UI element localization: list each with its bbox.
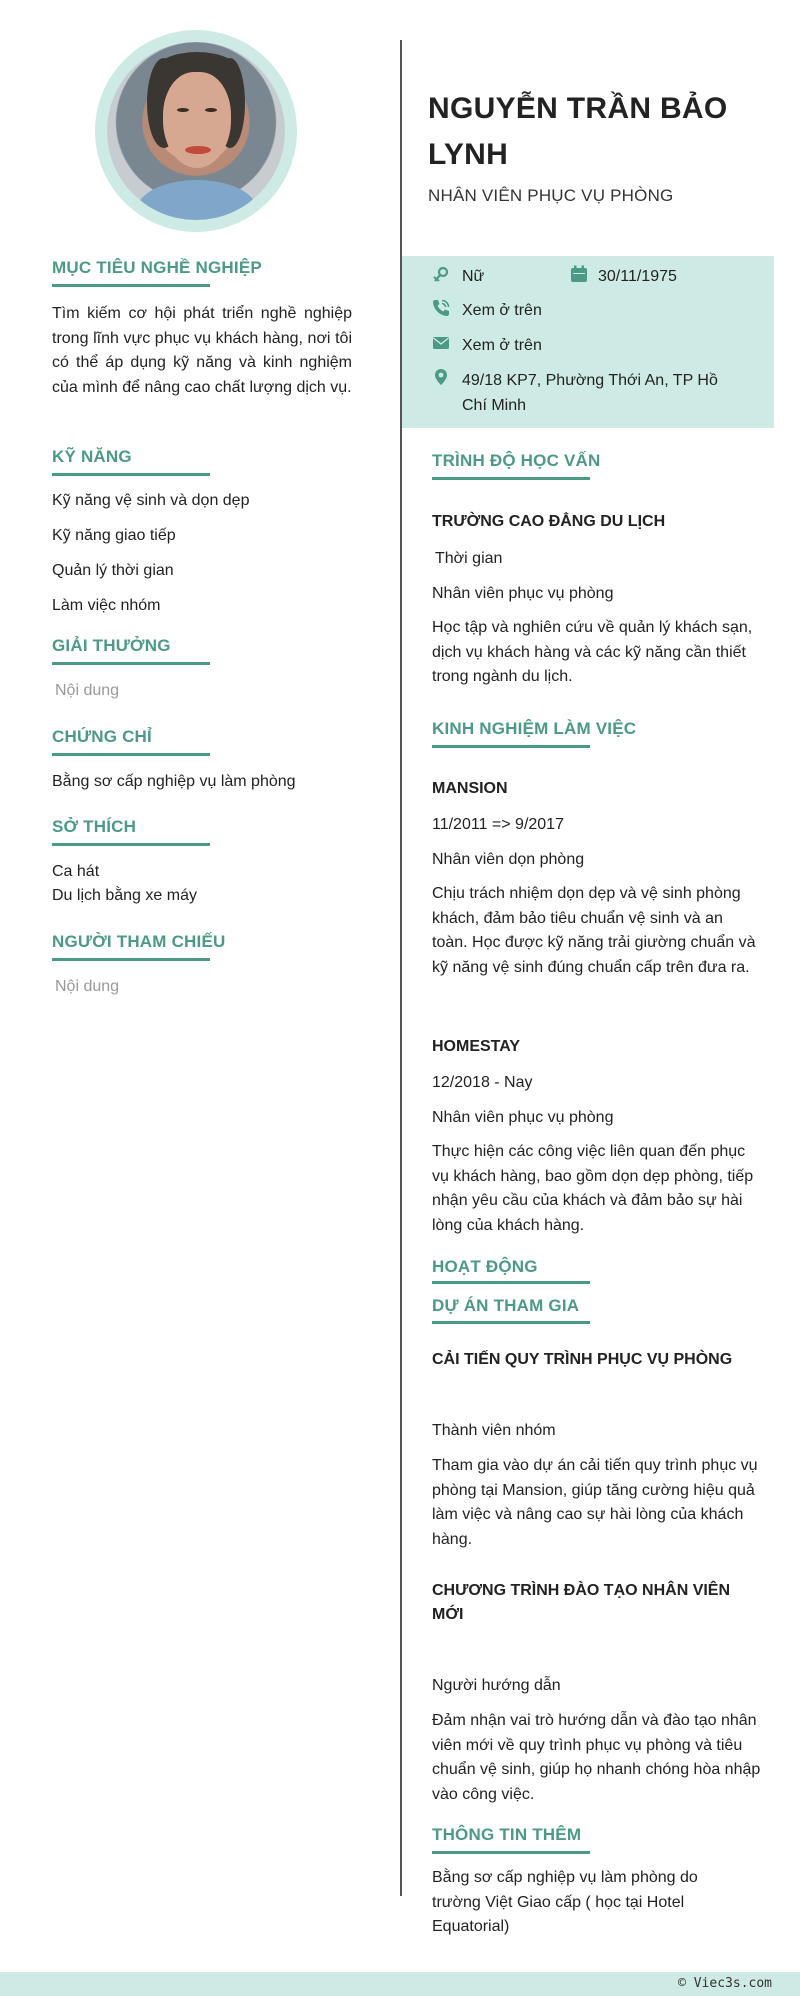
- job-company: MANSION: [432, 780, 508, 797]
- hobbies-underline: [52, 843, 210, 846]
- phone-value: Xem ở trên: [462, 302, 542, 319]
- skill-item: Kỹ năng giao tiếp: [52, 527, 176, 544]
- dob-value: 30/11/1975: [598, 268, 677, 285]
- avatar-frame: [95, 30, 297, 232]
- project-name: CẢI TIẾN QUY TRÌNH PHỤC VỤ PHÒNG: [432, 1351, 733, 1368]
- project-role: Người hướng dẫn: [432, 1677, 561, 1694]
- certificates-text: Bằng sơ cấp nghiệp vụ làm phòng: [52, 773, 296, 790]
- project-desc: Đảm nhận vai trò hướng dẫn và đào tạo nhân viên mới về quy trình phục vụ phòng và tiêu chuẩn vệ sinh, giúp họ nhanh chóng hòa nhập vào công việc.: [432, 1712, 761, 1803]
- job-time: 12/2018 - Nay: [432, 1074, 533, 1091]
- phone-icon: [432, 299, 450, 317]
- education-school: TRƯỜNG CAO ĐẲNG DU LỊCH: [432, 513, 666, 530]
- address-value: 49/18 KP7, Phường Thới An, TP Hồ Chí Minh: [462, 372, 718, 414]
- additional-underline: [432, 1851, 590, 1854]
- gender-icon: [432, 266, 450, 284]
- objective-underline: [52, 284, 210, 287]
- objective-text: Tìm kiếm cơ hội phát triển nghề nghiệp trong lĩnh vực phục vụ khách hàng, nơi tôi có thể áp dụng kỹ năng và kinh nghiệm của mình để nâng cao chất lượng dịch vụ.: [52, 305, 352, 396]
- email-icon: [432, 334, 450, 352]
- job-position: Nhân viên dọn phòng: [432, 851, 585, 868]
- project-name: CHƯƠNG TRÌNH ĐÀO TẠO NHÂN VIÊN MỚI: [432, 1582, 731, 1623]
- skill-item: Làm việc nhóm: [52, 597, 161, 614]
- experience-title: KINH NGHIỆM LÀM VIỆC: [432, 719, 637, 738]
- footer-copyright[interactable]: © Viec3s.com: [678, 1976, 772, 1991]
- job-time: 11/2011 => 9/2017: [432, 816, 564, 833]
- email-value: Xem ở trên: [462, 337, 542, 354]
- job-position: Nhân viên phục vụ phòng: [432, 1109, 614, 1126]
- awards-title: GIẢI THƯỞNG: [52, 636, 171, 655]
- candidate-name: NGUYỄN TRẦN BẢO LYNH: [428, 92, 728, 171]
- references-title: NGƯỜI THAM CHIẾU: [52, 932, 226, 951]
- objective-title: MỤC TIÊU NGHỀ NGHIỆP: [52, 258, 262, 277]
- skills-title: KỸ NĂNG: [52, 447, 132, 466]
- education-desc: Học tập và nghiên cứu về quản lý khách sạn, dịch vụ khách hàng và các kỹ năng cần thiết trong ngành du lịch.: [432, 619, 753, 685]
- job-desc: Thực hiện các công việc liên quan đến phục vụ khách hàng, bao gồm dọn dẹp phòng, tiếp nhận yêu cầu của khách và đảm bảo sự hài lòng của khách hàng.: [432, 1143, 754, 1234]
- hobby-item: Ca hát: [52, 863, 100, 880]
- references-underline: [52, 958, 210, 961]
- skills-underline: [52, 473, 210, 476]
- job-title: NHÂN VIÊN PHỤC VỤ PHÒNG: [428, 186, 674, 205]
- project-desc: Tham gia vào dự án cải tiến quy trình phục vụ phòng tại Mansion, giúp tăng cường hiệu quả làm việc và nâng cao sự hài lòng của khách hàng.: [432, 1457, 758, 1548]
- location-icon: [432, 368, 450, 386]
- hobby-item: Du lịch bằng xe máy: [52, 887, 197, 904]
- additional-text: Bằng sơ cấp nghiệp vụ làm phòng do trường Việt Giao cấp ( học tại Hotel Equatorial): [432, 1869, 698, 1935]
- activities-title: HOẠT ĐỘNG: [432, 1257, 538, 1276]
- experience-underline: [432, 745, 590, 748]
- projects-title: DỰ ÁN THAM GIA: [432, 1296, 580, 1315]
- skill-item: Quản lý thời gian: [52, 562, 174, 579]
- calendar-icon: [570, 265, 588, 283]
- gender-value: Nữ: [462, 268, 485, 285]
- education-time: Thời gian: [435, 550, 503, 567]
- education-major: Nhân viên phục vụ phòng: [432, 585, 614, 602]
- footer-bar: [0, 1972, 800, 1996]
- awards-text: Nội dung: [55, 682, 120, 699]
- skill-item: Kỹ năng vệ sinh và dọn dẹp: [52, 492, 250, 509]
- references-text: Nội dung: [55, 978, 120, 995]
- education-underline: [432, 477, 590, 480]
- certificates-title: CHỨNG CHỈ: [52, 727, 152, 746]
- projects-underline: [432, 1321, 590, 1324]
- certificates-underline: [52, 753, 210, 756]
- project-role: Thành viên nhóm: [432, 1422, 556, 1439]
- education-title: TRÌNH ĐỘ HỌC VẤN: [432, 451, 601, 470]
- job-company: HOMESTAY: [432, 1038, 521, 1055]
- avatar: [107, 42, 285, 220]
- activities-underline: [432, 1281, 590, 1284]
- awards-underline: [52, 662, 210, 665]
- job-desc: Chịu trách nhiệm dọn dẹp và vệ sinh phòng khách, đảm bảo tiêu chuẩn vệ sinh và an toàn. Học được kỹ năng trải giường chuẩn và kỹ năng vệ sinh đúng chuẩn cấp trên đưa ra.: [432, 885, 756, 976]
- additional-title: THÔNG TIN THÊM: [432, 1825, 582, 1844]
- hobbies-title: SỞ THÍCH: [52, 817, 137, 836]
